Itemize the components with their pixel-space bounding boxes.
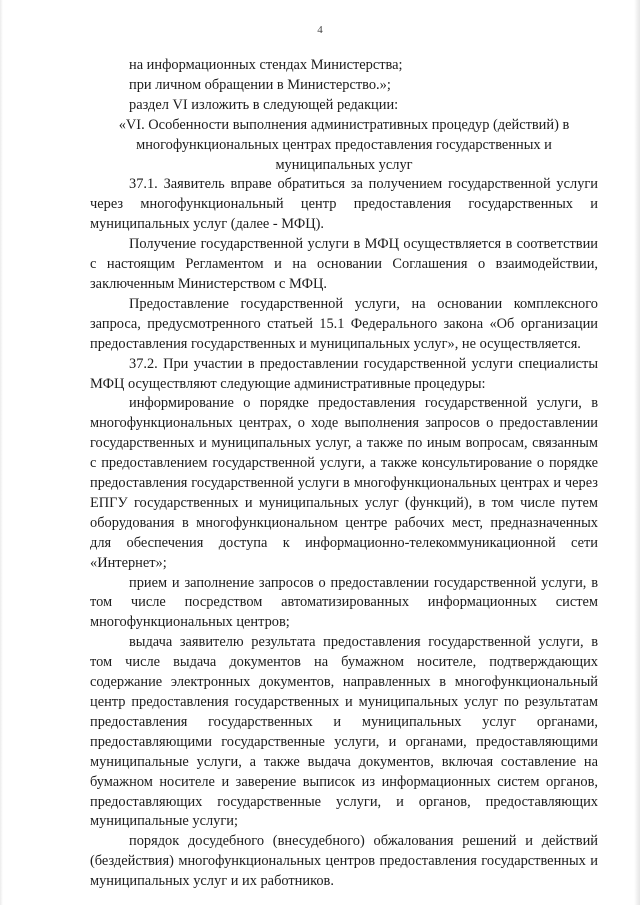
document-body	[90, 56, 598, 892]
paragraph-complex-request: Предоставление государственной услуги, на основании комплексного запроса, предусмотренного статьей 15.1 Федерального закона «Об организации предоставления государственных и муниципальных услуг», не осуществляется.	[90, 295, 598, 352]
paragraph-request-intake: прием и заполнение запросов о предоставлении государственной услуги, в том числе посредством автоматизированных информационных систем многофункциональных центров;	[90, 574, 598, 631]
paragraph-section-intro: раздел VI изложить в следующей редакции:	[129, 96, 399, 113]
paragraph-result-issuance: выдача заявителю результата предоставления государственной услуги, в том числе выдача документов на бумажном носителе, подтверждающих содержание электронных документов, направленных в многофункциональный центр предоставления государственных и муниципальных услуг по результатам предоставления государственных и муниципальных услуг органами, предоставляющими государственные услуги, и органами, предоставляющими муниципальные услуги, а также выдача документов, включая составление на бумажном носителе и заверение выписок из информационных систем органов, предоставляющих государственные услуги, и органов, предоставляющих муниципальные услуги;	[90, 634, 598, 830]
paragraph-stands: на информационных стендах Министерства;	[129, 57, 403, 73]
paragraph-informing: информирование о порядке предоставления государственной услуги, в многофункциональных центрах, о ходе выполнения запросов о предоставлении государственных и муниципальных услуг, а также по иным вопросам, связанным с предоставлением государственной услуги, а также консультирование о порядке предоставления государственной услуги в многофункциональных центрах и через ЕПГУ государственных и муниципальных услуг (функций), в том числе путем оборудования в многофункциональном центре рабочих мест, предназначенных для обеспечения доступа к информационно-телекоммуникационной сети «Интернет»;	[90, 395, 598, 571]
section-heading: «VI. Особенности выполнения административных процедур (действий) в многофункциональных центрах предоставления государственных и муниципальных услуг	[118, 116, 570, 173]
paragraph-37-1: 37.1. Заявитель вправе обратиться за получением государственной услуги через многофункциональный центр предоставления государственных и муниципальных услуг (далее - МФЦ).	[90, 176, 598, 233]
paragraph-appeal-procedure: порядок досудебного (внесудебного) обжалования решений и действий (бездействия) многофункциональных центров предоставления государственных и муниципальных услуг и их работников.	[90, 833, 598, 890]
scan-edge-left	[0, 0, 3, 905]
paragraph-mfc-receipt: Получение государственной услуги в МФЦ осуществляется в соответствии с настоящим Регламентом и на основании Соглашения о взаимодействии, заключенным Министерством с МФЦ.	[90, 236, 598, 292]
paragraph-37-2: 37.2. При участии в предоставлении государственной услуги специалисты МФЦ осуществляют следующие административные процедуры:	[90, 355, 598, 392]
page-number: 4	[317, 24, 323, 36]
paragraph-personal-visit: при личном обращении в Министерство.»;	[129, 76, 391, 93]
scan-edge-right	[634, 0, 640, 905]
